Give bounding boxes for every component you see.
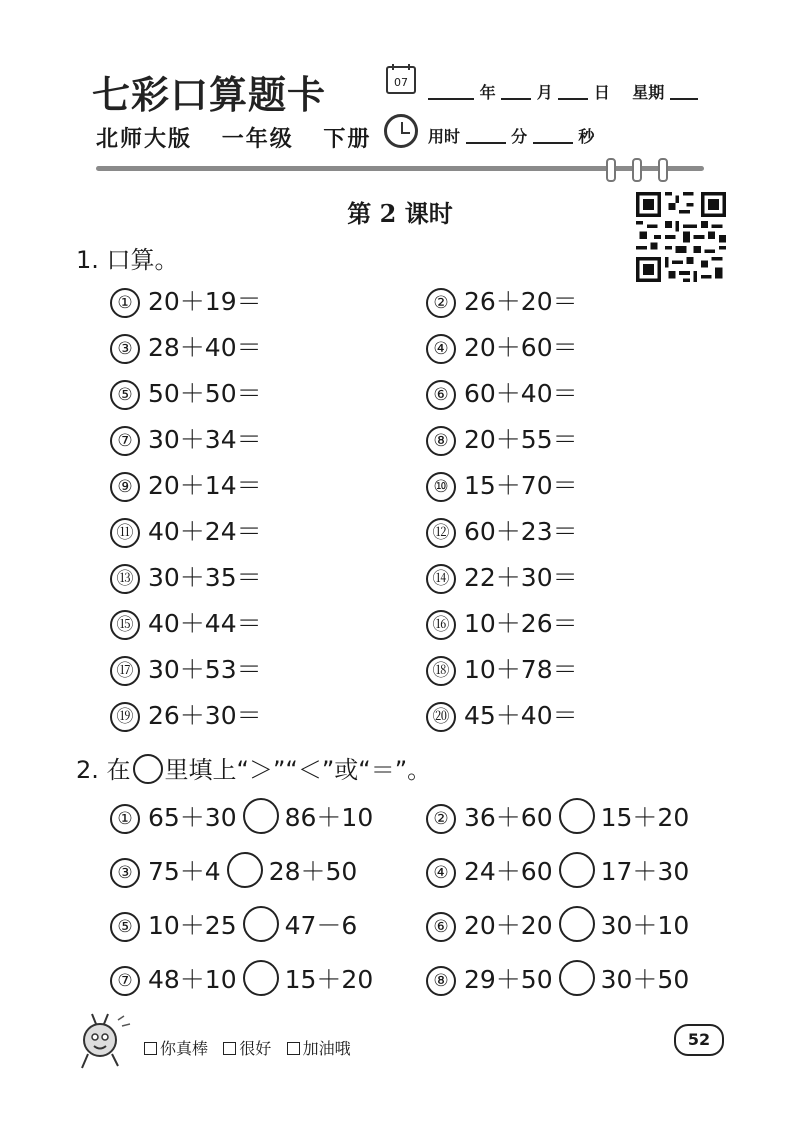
comparison-item	[426, 798, 689, 834]
item-number: ⑤	[110, 912, 140, 942]
compare-answer-circle[interactable]	[559, 798, 595, 834]
arithmetic-item	[426, 512, 578, 548]
arithmetic-item	[426, 282, 578, 318]
compare-answer-circle[interactable]	[243, 960, 279, 996]
item-number: ⑩	[426, 472, 456, 502]
arithmetic-item	[110, 558, 262, 594]
arithmetic-item	[110, 604, 262, 640]
section-title-before: 在	[106, 756, 131, 784]
item-number: ④	[426, 334, 456, 364]
item-expression: 20＋14＝	[148, 471, 262, 500]
date-line	[428, 80, 698, 103]
item-number: ②	[426, 288, 456, 318]
year-blank[interactable]	[428, 98, 474, 100]
comparison-item	[426, 960, 689, 996]
comparison-item	[110, 852, 357, 888]
item-number: ⑯	[426, 610, 456, 640]
section-1-heading	[76, 240, 179, 275]
item-expression: 40＋24＝	[148, 517, 262, 546]
arithmetic-item	[110, 282, 262, 318]
item-number: ⑦	[110, 966, 140, 996]
item-number: ⑮	[110, 610, 140, 640]
answer-circle-icon	[133, 754, 163, 784]
item-number: ⑬	[110, 564, 140, 594]
right-expression: 28＋50	[268, 857, 358, 886]
arithmetic-item	[110, 328, 262, 364]
edition: 北师大版	[96, 127, 193, 152]
right-expression: 86＋10	[284, 803, 374, 832]
comparison-item	[110, 798, 373, 834]
item-expression: 30＋35＝	[148, 563, 262, 592]
item-number: ⑨	[110, 472, 140, 502]
left-expression: 10＋25	[148, 911, 237, 940]
left-expression: 20＋20	[464, 911, 553, 940]
arithmetic-item	[110, 512, 262, 548]
item-number: ③	[110, 858, 140, 888]
left-expression: 48＋10	[148, 965, 237, 994]
comparison-item	[426, 852, 689, 888]
compare-answer-circle[interactable]	[243, 906, 279, 942]
time-used-label: 用时	[428, 127, 461, 146]
arithmetic-item	[426, 420, 578, 456]
compare-answer-circle[interactable]	[227, 852, 263, 888]
seconds-blank[interactable]	[533, 142, 573, 144]
month-label: 月	[536, 83, 553, 102]
arithmetic-item	[110, 466, 262, 502]
arithmetic-item	[426, 558, 578, 594]
rating-checkbox[interactable]	[287, 1042, 300, 1055]
item-expression: 60＋23＝	[464, 517, 578, 546]
right-expression: 15＋20	[600, 803, 690, 832]
item-number: ⑧	[426, 966, 456, 996]
arithmetic-item	[426, 328, 578, 364]
item-expression: 45＋40＝	[464, 701, 578, 730]
arithmetic-item	[110, 650, 262, 686]
mascot-icon	[72, 1010, 136, 1074]
item-number: ⑲	[110, 702, 140, 732]
item-expression: 10＋78＝	[464, 655, 578, 684]
item-number: ①	[110, 804, 140, 834]
weekday-blank[interactable]	[670, 98, 698, 100]
arithmetic-item	[426, 696, 578, 732]
self-rating	[144, 1036, 351, 1059]
arithmetic-item	[426, 604, 578, 640]
section-title-after: 里填上“＞”“＜”或“＝”。	[164, 756, 432, 784]
item-expression: 20＋19＝	[148, 287, 262, 316]
year-label: 年	[479, 83, 496, 102]
left-expression: 29＋50	[464, 965, 553, 994]
item-expression: 26＋20＝	[464, 287, 578, 316]
comparison-item	[110, 960, 373, 996]
item-expression: 40＋44＝	[148, 609, 262, 638]
item-expression: 30＋53＝	[148, 655, 262, 684]
binder-ring-icon	[658, 158, 668, 182]
item-expression: 30＋34＝	[148, 425, 262, 454]
item-expression: 26＋30＝	[148, 701, 262, 730]
page-number: 52	[674, 1024, 724, 1056]
item-number: ⑤	[110, 380, 140, 410]
time-line	[428, 124, 594, 147]
rating-label: 很好	[239, 1039, 272, 1058]
item-number: ⑫	[426, 518, 456, 548]
day-blank[interactable]	[558, 98, 588, 100]
day-label: 日	[593, 83, 610, 102]
right-expression: 30＋50	[600, 965, 690, 994]
seconds-label: 秒	[578, 127, 595, 146]
comparison-item	[426, 906, 689, 942]
rating-checkbox[interactable]	[223, 1042, 236, 1055]
edition-line	[96, 122, 391, 153]
compare-answer-circle[interactable]	[243, 798, 279, 834]
item-expression: 20＋55＝	[464, 425, 578, 454]
binder-ring-icon	[606, 158, 616, 182]
item-number: ⑪	[110, 518, 140, 548]
arithmetic-item	[110, 420, 262, 456]
item-expression: 20＋60＝	[464, 333, 578, 362]
minutes-label: 分	[511, 127, 528, 146]
arithmetic-item	[426, 650, 578, 686]
right-expression: 15＋20	[284, 965, 374, 994]
item-expression: 15＋70＝	[464, 471, 578, 500]
minutes-blank[interactable]	[466, 142, 506, 144]
compare-answer-circle[interactable]	[559, 906, 595, 942]
item-number: ⑳	[426, 702, 456, 732]
brand-title: 七彩口算题卡	[92, 72, 327, 117]
item-number: ⑦	[110, 426, 140, 456]
month-blank[interactable]	[501, 98, 531, 100]
item-expression: 28＋40＝	[148, 333, 262, 362]
left-expression: 75＋4	[148, 857, 221, 886]
item-number: ⑱	[426, 656, 456, 686]
item-number: ⑥	[426, 912, 456, 942]
rating-label: 加油哦	[302, 1039, 351, 1058]
item-expression: 50＋50＝	[148, 379, 262, 408]
rating-checkbox[interactable]	[144, 1042, 157, 1055]
lesson-title: 第 2 课时	[347, 199, 453, 228]
item-expression: 60＋40＝	[464, 379, 578, 408]
right-expression: 47－6	[284, 911, 358, 940]
compare-answer-circle[interactable]	[559, 960, 595, 996]
arithmetic-item	[110, 696, 262, 732]
comparison-item	[110, 906, 357, 942]
arithmetic-item	[110, 374, 262, 410]
rating-label: 你真棒	[160, 1039, 209, 1058]
section-2-heading	[76, 750, 431, 785]
left-expression: 65＋30	[148, 803, 237, 832]
right-expression: 17＋30	[600, 857, 690, 886]
calendar-icon: 07	[386, 66, 416, 94]
item-number: ⑧	[426, 426, 456, 456]
grade: 一年级	[221, 127, 294, 152]
item-number: ⑭	[426, 564, 456, 594]
volume: 下册	[323, 127, 372, 152]
item-expression: 22＋30＝	[464, 563, 578, 592]
item-expression: 10＋26＝	[464, 609, 578, 638]
section-number: 2.	[76, 756, 99, 784]
compare-answer-circle[interactable]	[559, 852, 595, 888]
binder-ring-icon	[632, 158, 642, 182]
section-title: 口算。	[106, 246, 179, 274]
item-number: ⑰	[110, 656, 140, 686]
item-number: ④	[426, 858, 456, 888]
arithmetic-item	[426, 466, 578, 502]
item-number: ⑥	[426, 380, 456, 410]
section-number: 1.	[76, 246, 99, 274]
weekday-label: 星期	[632, 83, 665, 102]
right-expression: 30＋10	[600, 911, 690, 940]
clock-icon	[384, 114, 418, 148]
left-expression: 24＋60	[464, 857, 553, 886]
item-number: ①	[110, 288, 140, 318]
item-number: ②	[426, 804, 456, 834]
item-number: ③	[110, 334, 140, 364]
arithmetic-item	[426, 374, 578, 410]
left-expression: 36＋60	[464, 803, 553, 832]
